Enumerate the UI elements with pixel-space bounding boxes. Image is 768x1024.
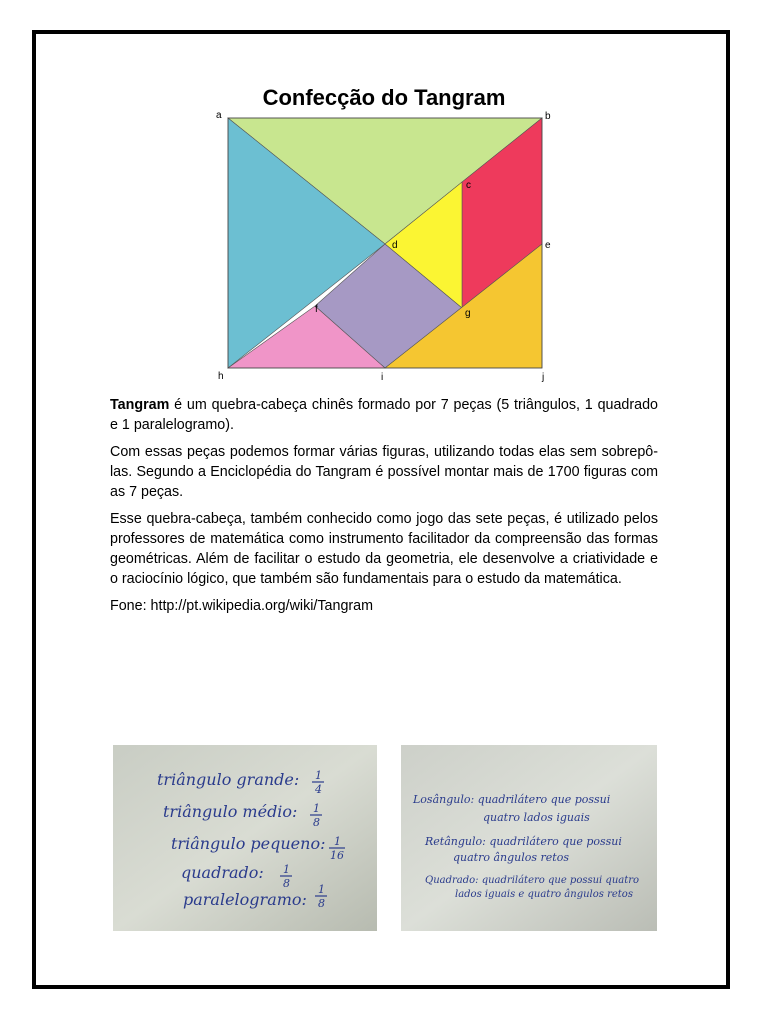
definition-rectangle: Retângulo: quadrilátero que possui: [425, 835, 622, 848]
point-label-b: b: [545, 111, 551, 122]
fraction-num-square: 1: [283, 863, 290, 876]
point-label-h: h: [218, 371, 224, 382]
body-text: [110, 395, 658, 623]
definition-square-cont: lados iguais e quatro ângulos retos: [455, 889, 633, 900]
paragraph-figures: Com essas peças podemos formar várias figuras, utilizando todas elas sem sobrepô-las. Segundo a Enciclopédia do Tangram é possível montar mais de 1700 figuras com as 7 peças.: [110, 444, 658, 500]
paragraph-education: Esse quebra-cabeça, também conhecido como jogo das sete peças, é utilizado pelos professores de matemática como instrumento facilitador da compreensão das formas geométricas. Além de facilitar o estudo da geometria, ele desenvolve a criatividade e o raciocínio lógico, que também são fundamentais para o estudo da matemática.: [110, 511, 658, 587]
fraction-den-square: 8: [283, 877, 290, 890]
photo-fractions: [113, 745, 377, 931]
point-label-g: g: [465, 308, 471, 319]
source-line: Fone: http://pt.wikipedia.org/wiki/Tangram: [110, 598, 374, 614]
point-label-a: a: [216, 110, 222, 121]
fraction-den-large: 4: [315, 783, 322, 796]
fraction-num-medium: 1: [313, 802, 320, 815]
definition-square: Quadrado: quadrilátero que possui quatro: [425, 875, 640, 886]
fraction-den-medium: 8: [313, 816, 320, 829]
fraction-label-square: quadrado:: [181, 863, 264, 882]
page-title: Confecção do Tangram: [262, 85, 506, 110]
point-label-f: f: [315, 304, 318, 315]
definition-rhombus: Losângulo: quadrilátero que possui: [413, 793, 611, 806]
photo-definitions: [401, 745, 657, 931]
fraction-num-large: 1: [315, 769, 322, 782]
tangram-diagram: [214, 108, 558, 384]
fraction-den-small: 16: [330, 849, 344, 862]
fraction-num-small: 1: [334, 835, 341, 848]
fraction-label-parallelogram: paralelogramo:: [183, 890, 307, 909]
point-label-d: d: [392, 240, 398, 251]
point-label-c: c: [466, 180, 471, 191]
fraction-den-parallelogram: 8: [318, 897, 325, 910]
fraction-num-parallelogram: 1: [318, 883, 325, 896]
point-label-i: i: [381, 372, 384, 383]
definition-rectangle-cont: quatro ângulos retos: [453, 851, 569, 864]
paragraph-intro: [110, 395, 658, 435]
fraction-label-medium: triângulo médio:: [163, 802, 298, 821]
definition-rhombus-cont: quatro lados iguais: [483, 811, 590, 824]
point-label-e: e: [545, 240, 551, 251]
fraction-label-large: triângulo grande:: [157, 770, 300, 789]
term-tangram: Tangram: [110, 397, 170, 413]
paragraph-intro-text: é um quebra-cabeça chinês formado por 7 peças (5 triângulos, 1 quadrado e 1 paralelogramo).: [110, 397, 658, 433]
fraction-label-small: triângulo pequeno:: [171, 834, 326, 853]
point-label-j: j: [542, 372, 545, 383]
